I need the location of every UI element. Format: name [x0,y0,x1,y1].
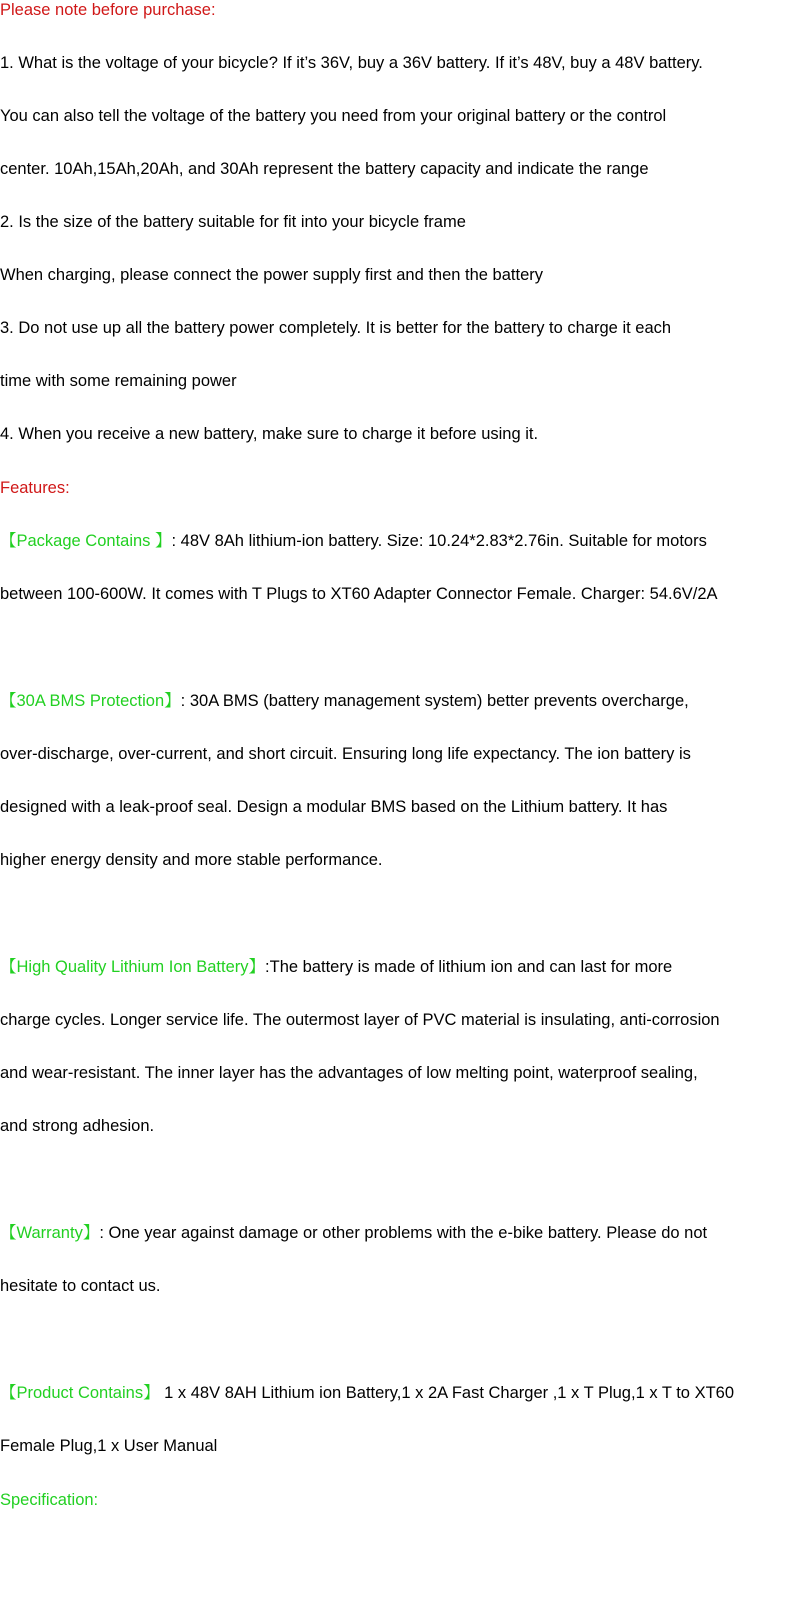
feature-text-line: over-discharge, over-current, and short circuit. Ensuring long life expectancy. The ion battery is [0,745,691,763]
note-line: 2. Is the size of the battery suitable for fit into your bicycle frame [0,213,466,231]
features-heading: Features: [0,479,70,497]
feature-text-line: higher energy density and more stable performance. [0,851,383,869]
feature-lithium-battery [0,955,800,979]
feature-tag: 【Package Contains 】 [0,532,172,550]
note-line: 3. Do not use up all the battery power completely. It is better for the battery to charge it each [0,319,672,337]
feature-product-contains [0,1381,800,1405]
note-line: center. 10Ah,15Ah,20Ah, and 30Ah represent the battery capacity and indicate the range [0,160,649,178]
feature-text: : 48V 8Ah lithium-ion battery. Size: 10.24*2.83*2.76in. Suitable for motors [171,532,707,550]
note-line: 4. When you receive a new battery, make sure to charge it before using it. [0,425,539,443]
feature-text: :The battery is made of lithium ion and can last for more [265,958,673,976]
note-line: time with some remaining power [0,372,237,390]
note-line: 1. What is the voltage of your bicycle? If it’s 36V, buy a 36V battery. If it’s 48V, buy a 48V battery. [0,54,703,72]
feature-tag: 【High Quality Lithium Ion Battery】 [0,958,266,976]
feature-bms-protection [0,689,800,713]
feature-text-line: Female Plug,1 x User Manual [0,1437,218,1455]
note-heading: Please note before purchase: [0,1,216,19]
feature-package-contains [0,529,800,553]
feature-text-line: and strong adhesion. [0,1117,155,1135]
feature-text-line: and wear-resistant. The inner layer has the advantages of low melting point, waterproof sealing, [0,1064,698,1082]
note-line: You can also tell the voltage of the battery you need from your original battery or the control [0,107,667,125]
feature-warranty [0,1221,800,1245]
feature-text-line: between 100-600W. It comes with T Plugs to XT60 Adapter Connector Female. Charger: 54.6V/2A [0,585,718,603]
note-line: When charging, please connect the power supply first and then the battery [0,266,543,284]
feature-tag: 【30A BMS Protection】 [0,692,181,710]
feature-text-line: hesitate to contact us. [0,1277,161,1295]
feature-text: 1 x 48V 8AH Lithium ion Battery,1 x 2A Fast Charger ,1 x T Plug,1 x T to XT60 [159,1384,735,1402]
feature-text: : 30A BMS (battery management system) better prevents overcharge, [180,692,689,710]
specification-heading: Specification: [0,1491,99,1509]
feature-text: : One year against damage or other problems with the e-bike battery. Please do not [99,1224,708,1242]
feature-tag: 【Warranty】 [0,1224,100,1242]
feature-tag: 【Product Contains】 [0,1384,160,1402]
feature-text-line: charge cycles. Longer service life. The outermost layer of PVC material is insulating, anti-corrosion [0,1011,720,1029]
feature-text-line: designed with a leak-proof seal. Design a modular BMS based on the Lithium battery. It has [0,798,668,816]
